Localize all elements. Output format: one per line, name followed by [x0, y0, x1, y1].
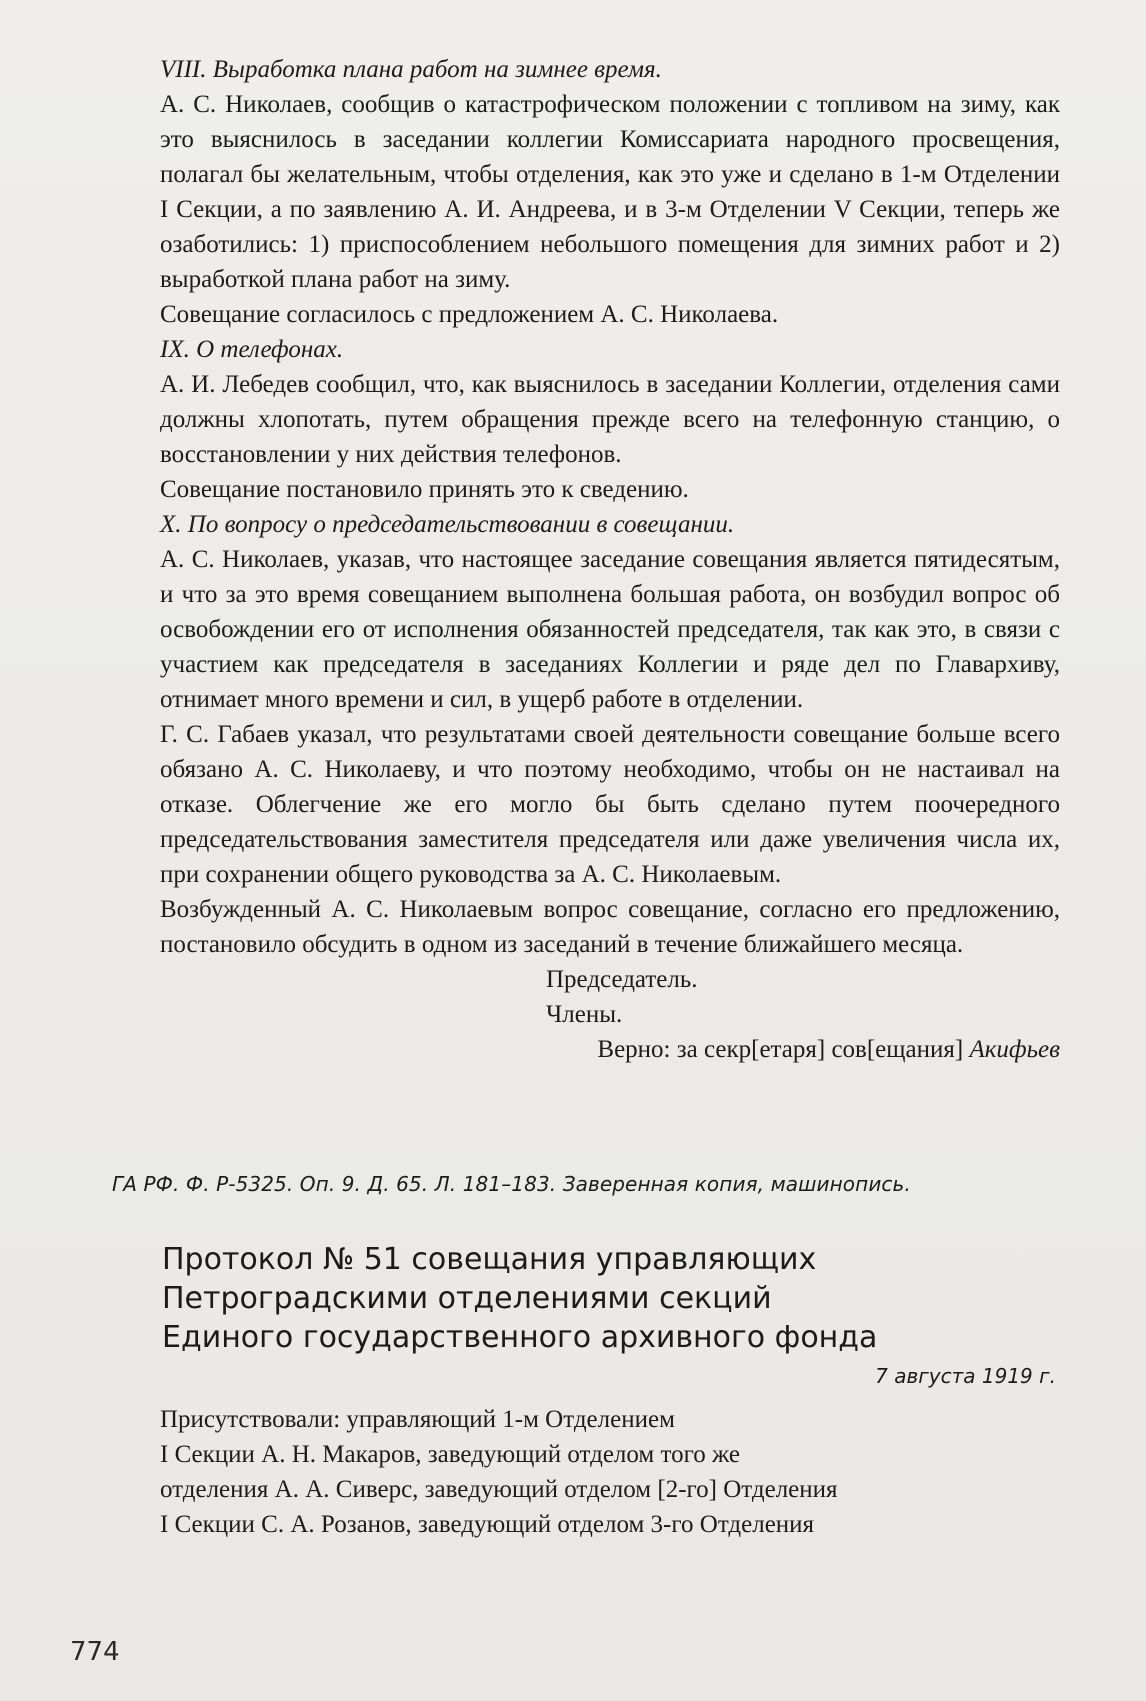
paragraph: Совещание согласилось с предложением А. С. Николаева.	[160, 301, 779, 328]
signature-chairman: Председатель.	[546, 966, 698, 993]
paragraph: Совещание постановило принять это к сведению.	[160, 476, 689, 503]
document-date: 7 августа 1919 г.	[875, 1364, 1056, 1388]
attendees-line: отделения А. А. Сиверс, заведующий отделом [2-го] Отделения	[160, 1476, 838, 1503]
document-title	[162, 1240, 877, 1357]
section-heading-10: X. По вопросу о председательствовании в совещании.	[160, 511, 735, 538]
attendees-line: I Секции А. Н. Макаров, заведующий отделом того же	[160, 1441, 741, 1468]
paragraph: Возбужденный А. С. Николаевым вопрос совещание, согласно его предложению, постановило обсудить в одном из заседаний в течение ближайшего месяца.	[160, 896, 1060, 958]
page-number: 774	[70, 1637, 120, 1667]
section-heading-8: VIII. Выработка плана работ на зимнее время.	[160, 56, 662, 83]
signature-block	[160, 962, 1060, 1067]
signature-members: Члены.	[546, 1001, 623, 1028]
verification-name: Акифьев	[969, 1036, 1060, 1063]
paragraph: А. И. Лебедев сообщил, что, как выяснилось в заседании Коллегии, отделения сами должны хлопотать, путем обращения прежде всего на телефонную станцию, о восстановлении у них действия телефонов.	[160, 371, 1060, 468]
archival-source: ГА РФ. Ф. Р-5325. Оп. 9. Д. 65. Л. 181–183. Заверенная копия, машинопись.	[112, 1172, 911, 1196]
section-heading-9: IX. О телефонах.	[160, 336, 344, 363]
title-line: Протокол № 51 совещания управляющих	[162, 1242, 817, 1277]
attendees-paragraph	[160, 1402, 960, 1542]
paragraph: А. С. Николаев, указав, что настоящее заседание совещания является пятидесятым, и что за это время совещанием выполнена большая работа, он возбудил вопрос об освобождении его от исполнения обязанностей председателя, так как это, в связи с участием как председателя в заседаниях Коллегии и ряде дел по Главархиву, отнимает много времени и сил, в ущерб работе в отделении.	[160, 546, 1060, 713]
title-line: Петроградскими отделениями секций	[162, 1281, 772, 1316]
signature-verification	[597, 1032, 1060, 1067]
paragraph: Г. С. Габаев указал, что результатами своей деятельности совещание больше всего обязано А. С. Николаеву, и что поэтому необходимо, чтобы он не настаивал на отказе. Облегчение же его могло бы быть сделано путем поочередного председательствования заместителя председателя или даже увеличения числа их, при сохранении общего руководства за А. С. Николаевым.	[160, 721, 1060, 888]
paragraph: А. С. Николаев, сообщив о катастрофическом положении с топливом на зиму, как это выяснилось в заседании коллегии Комиссариата народного просвещения, полагал бы желательным, чтобы отделения, как это уже и сделано в 1-м Отделении I Секции, а по заявлению А. И. Андреева, и в 3-м Отделении V Секции, теперь же озаботились: 1) приспособлением небольшого помещения для зимних работ и 2) выработкой плана работ на зиму.	[160, 91, 1060, 293]
attendees-line: Присутствовали: управляющий 1-м Отделением	[160, 1406, 675, 1433]
title-line: Единого государственного архивного фонда	[162, 1320, 878, 1355]
verification-prefix: Верно: за секр[етаря] сов[ещания]	[597, 1036, 964, 1063]
attendees-line: I Секции С. А. Розанов, заведующий отделом 3-го Отделения	[160, 1511, 815, 1538]
protocol-continuation	[160, 52, 1060, 1067]
